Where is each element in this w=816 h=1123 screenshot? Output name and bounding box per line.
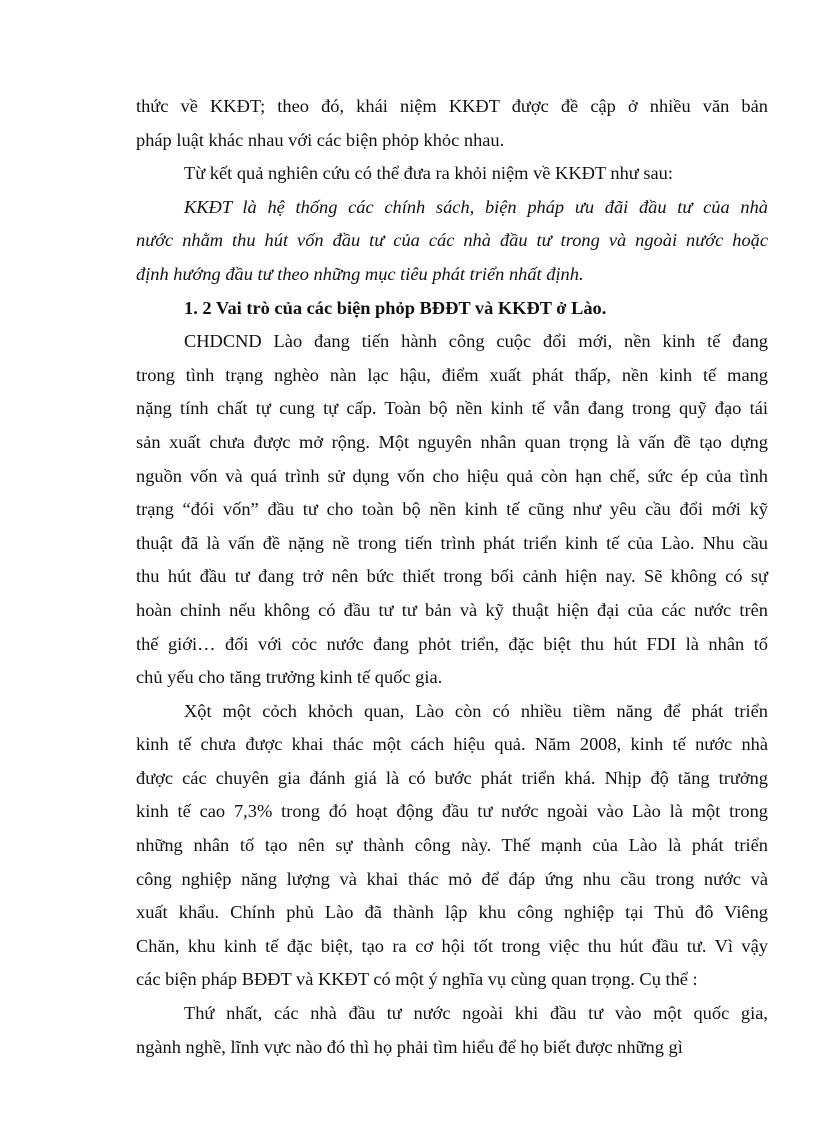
text-line: sản xuất chưa được mở rộng. Một nguyên nhân quan trọng là vấn đề tạo dựng <box>136 431 768 452</box>
text-line: các biện pháp BĐĐT và KKĐT có một ý nghĩa vụ cùng quan trọng. Cụ thể : <box>136 969 698 990</box>
text-line: được các chuyên gia đánh giá là có bước phát triển khá. Nhịp độ tăng trưởng <box>136 767 768 788</box>
text-line: KKĐT là hệ thống các chính sách, biện pháp ưu đãi đầu tư của nhà <box>184 196 768 217</box>
text-line: chủ yếu cho tăng trưởng kinh tế quốc gia. <box>136 667 443 688</box>
text-line: Xột một cỏch khỏch quan, Lào còn có nhiều tiềm năng để phát triển <box>184 700 768 721</box>
section-heading <box>136 292 768 326</box>
text-line: Thứ nhất, các nhà đầu tư nước ngoài khi đầu tư vào một quốc gia, <box>184 1003 768 1024</box>
text-line: kinh tế cao 7,3% trong đó hoạt động đầu tư nước ngoài vào Lào là một trong <box>136 801 768 822</box>
text-line: xuất khẩu. Chính phủ Lào đã thành lập khu công nghiệp tại Thủ đô Viêng <box>136 902 768 923</box>
text-line: trong tình trạng nghèo nàn lạc hậu, điểm xuất phát thấp, nền kinh tế mang <box>136 364 768 385</box>
paragraph-concept-lead <box>136 157 768 191</box>
text-line: Từ kết quả nghiên cứu có thể đưa ra khỏi niệm về KKĐT như sau: <box>184 163 673 184</box>
text-line: nguồn vốn và quá trình sử dụng vốn cho hiệu quả còn hạn chế, sức ép của tình <box>136 465 768 486</box>
paragraph-lao-economy <box>136 325 768 695</box>
text-line: thức về KKĐT; theo đó, khái niệm KKĐT được đề cập ở nhiều văn bản <box>136 96 768 116</box>
text-line: thế giới… đối với cỏc nước đang phỏt triển, đặc biệt thu hút FDI là nhân tố <box>136 633 768 654</box>
text-line: những nhân tố tạo nên sự thành công này. Thế mạnh của Lào là phát triển <box>136 835 768 856</box>
text-line: kinh tế chưa được khai thác một cách hiệu quả. Năm 2008, kinh tế nước nhà <box>136 734 768 755</box>
paragraph-potential <box>136 695 768 997</box>
text-line: Chăn, khu kinh tế đặc biệt, tạo ra cơ hội tốt trong việc thu hút đầu tư. Vì vậy <box>136 935 768 956</box>
text-line: nặng tính chất tự cung tự cấp. Toàn bộ nền kinh tế vẫn đang trong quỹ đạo tái <box>136 398 768 419</box>
text-line: thu hút đầu tư đang trở nên bức thiết trong bối cảnh hiện nay. Sẽ không có sự <box>136 566 768 587</box>
text-line: trạng “đói vốn” đầu tư cho toàn bộ nền kinh tế cũng như yêu cầu đổi mới kỹ <box>136 499 768 520</box>
section-heading-text: 1. 2 Vai trò của các biện phỏp BĐĐT và KKĐT ở Lào. <box>184 297 607 318</box>
text-line: định hướng đầu tư theo những mục tiêu phát triển nhất định. <box>136 263 584 284</box>
text-line: ngành nghề, lĩnh vực nào đó thì họ phải tìm hiểu để họ biết được những gì <box>136 1036 683 1057</box>
text-line: công nghiệp năng lượng và khai thác mỏ để đáp ứng nhu cầu trong nước và <box>136 868 768 889</box>
text-line: hoàn chỉnh nếu không có đầu tư tư bản và kỹ thuật hiện đại của các nước trên <box>136 599 768 620</box>
document-page <box>136 90 768 1064</box>
text-line: CHDCND Lào đang tiến hành công cuộc đổi mới, nền kinh tế đang <box>184 331 768 352</box>
paragraph-first-point <box>136 997 768 1064</box>
text-line: pháp luật khác nhau với các biện phỏp khỏc nhau. <box>136 129 505 150</box>
text-line: thuật đã là vấn đề nặng nề trong tiến trình phát triển kinh tế của Lào. Nhu cầu <box>136 532 768 553</box>
paragraph-intro-continued <box>136 90 768 157</box>
paragraph-definition <box>136 191 768 292</box>
text-line: nước nhằm thu hút vốn đầu tư của các nhà đầu tư trong và ngoài nước hoặc <box>136 230 768 251</box>
